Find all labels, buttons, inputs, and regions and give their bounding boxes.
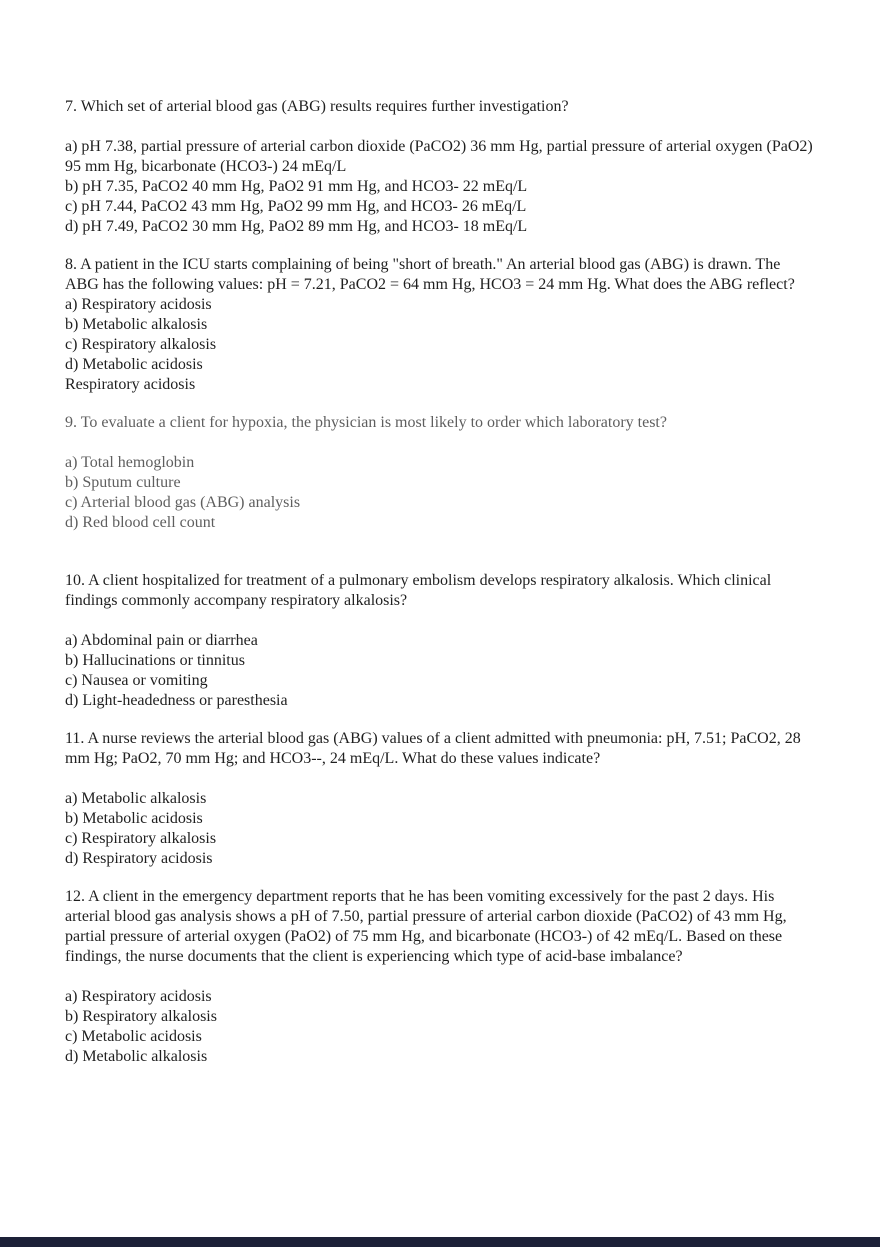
answer-option: d) pH 7.49, PaCO2 30 mm Hg, PaO2 89 mm Hg, and HCO3- 18 mEq/L [65,218,528,235]
answer-option: b) Sputum culture [65,474,181,491]
answer-option: b) Respiratory alkalosis [65,1008,217,1025]
question-stem: 10. A client hospitalized for treatment of a pulmonary embolism develops respiratory alkalosis. Which clinical findings commonly accompany respiratory alkalosis? [65,572,772,609]
answer-option: d) Metabolic acidosis [65,356,203,373]
answer-option: c) Arterial blood gas (ABG) analysis [65,494,301,511]
question-stem: 11. A nurse reviews the arterial blood gas (ABG) values of a client admitted with pneumonia: pH, 7.51; PaCO2, 28 mm Hg; PaO2, 70 mm Hg; and HCO3--, 24 mEq/L. What do these values indicate? [65,730,801,767]
answer-option: c) Respiratory alkalosis [65,336,217,353]
answer-option: d) Metabolic alkalosis [65,1048,208,1065]
question-7 [65,97,816,237]
question-11 [65,729,816,869]
answer-option: a) pH 7.38, partial pressure of arterial carbon dioxide (PaCO2) 36 mm Hg, partial pressure of arterial oxygen (PaO2) 95 mm Hg, bicarbonate (HCO3-) 24 mEq/L [65,138,813,175]
answer-option: c) Nausea or vomiting [65,672,208,689]
answer-option: d) Red blood cell count [65,514,216,531]
options-list [65,453,816,533]
answer-option: c) Respiratory alkalosis [65,830,217,847]
question-10 [65,571,816,711]
answer-option: d) Respiratory acidosis [65,850,213,867]
answer-option: b) Metabolic alkalosis [65,316,208,333]
answer-option: a) Abdominal pain or diarrhea [65,632,258,649]
question-12 [65,887,816,1067]
question-stem: 7. Which set of arterial blood gas (ABG) results requires further investigation? [65,98,569,115]
answer-text: Respiratory acidosis [65,376,196,393]
answer-option: c) pH 7.44, PaCO2 43 mm Hg, PaO2 99 mm Hg, and HCO3- 26 mEq/L [65,198,527,215]
question-stem: 12. A client in the emergency department reports that he has been vomiting excessively for the past 2 days. His arterial blood gas analysis shows a pH of 7.50, partial pressure of arterial carbon dioxide (PaCO2) of 43 mm Hg, partial pressure of arterial oxygen (PaO2) of 75 mm Hg, and bicarbonate (HCO3-) of 42 mEq/L. Based on these findings, the nurse documents that the client is experiencing which type of acid-base imbalance? [65,888,787,965]
question-stem: 8. A patient in the ICU starts complaining of being "short of breath." An arterial blood gas (ABG) is drawn. The ABG has the following values: pH = 7.21, PaCO2 = 64 mm Hg, HCO3 = 24 mm Hg. What does the ABG reflect? [65,256,795,293]
answer-option: d) Light-headedness or paresthesia [65,692,288,709]
bottom-bar [0,1237,880,1247]
options-list [65,137,816,237]
options-list [65,631,816,711]
answer-option: a) Metabolic alkalosis [65,790,207,807]
answer-option: a) Total hemoglobin [65,454,195,471]
answer-option: b) Metabolic acidosis [65,810,203,827]
question-9 [65,413,816,533]
answer-option: a) Respiratory acidosis [65,296,212,313]
options-list [65,987,816,1067]
question-stem: 9. To evaluate a client for hypoxia, the physician is most likely to order which laboratory test? [65,414,667,431]
answer-option: b) pH 7.35, PaCO2 40 mm Hg, PaO2 91 mm Hg, and HCO3- 22 mEq/L [65,178,528,195]
options-list [65,789,816,869]
answer-option: c) Metabolic acidosis [65,1028,202,1045]
options-list [65,295,816,395]
answer-option: a) Respiratory acidosis [65,988,212,1005]
question-8 [65,255,816,395]
answer-option: b) Hallucinations or tinnitus [65,652,245,669]
